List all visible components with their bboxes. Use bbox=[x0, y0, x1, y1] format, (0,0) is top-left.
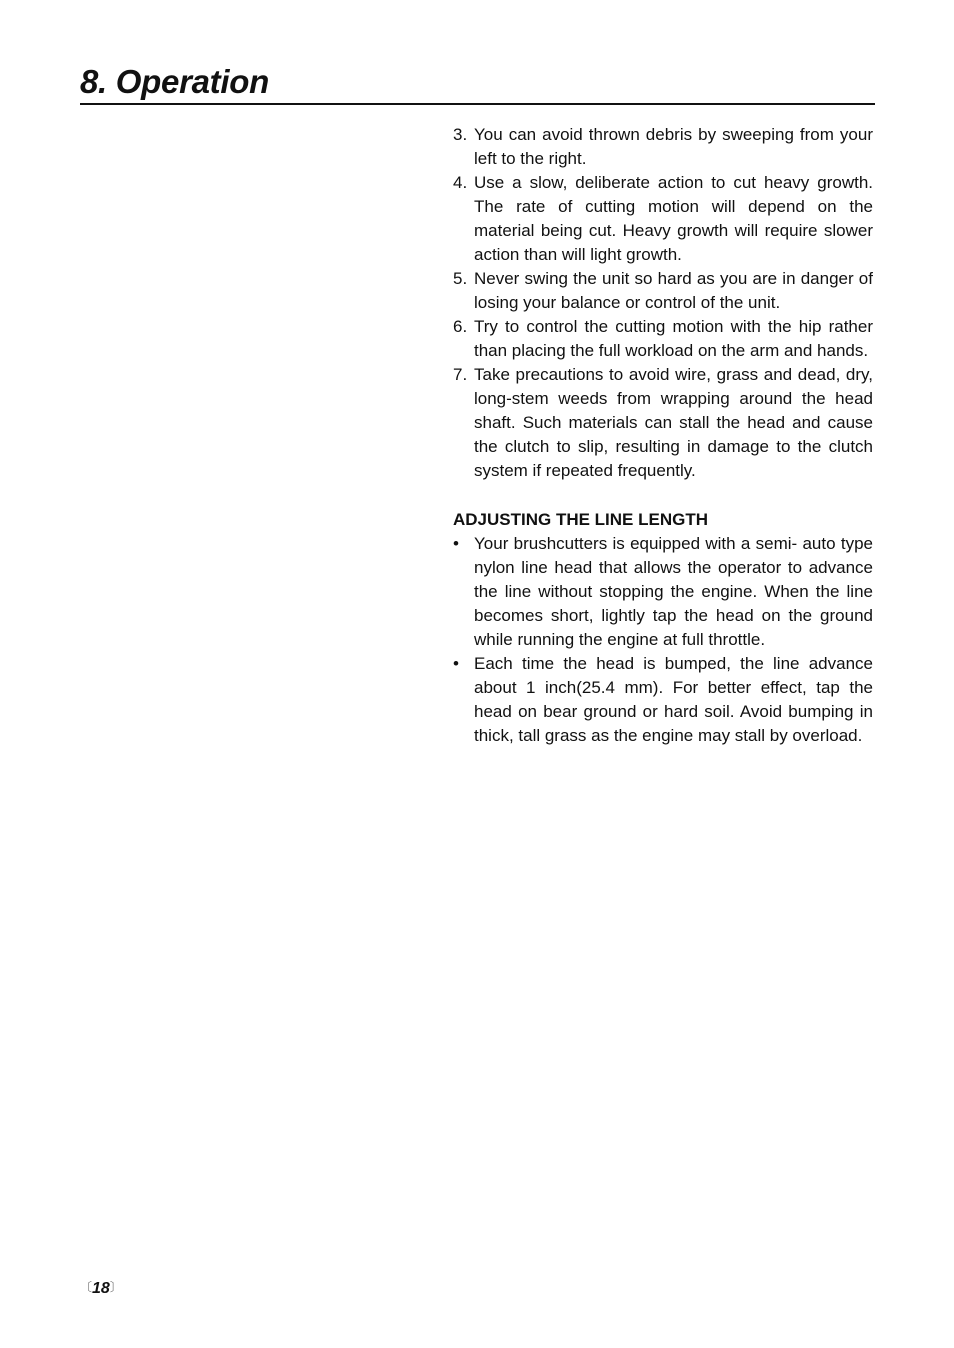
list-item bbox=[453, 652, 873, 748]
bullet-marker: • bbox=[453, 654, 459, 673]
list-item-text: Your brushcutters is equipped with a semi- auto type nylon line head that allows the operator to advance the line without stopping the engine. When the line becomes short, lightly tap the head on the ground while running the engine at full throttle. bbox=[474, 534, 873, 649]
list-item bbox=[453, 532, 873, 652]
list-item bbox=[453, 267, 873, 315]
list-marker: 3. bbox=[453, 125, 468, 144]
main-content bbox=[453, 123, 873, 748]
list-item bbox=[453, 123, 873, 171]
list-marker: 6. bbox=[453, 317, 468, 336]
page-number bbox=[80, 1277, 122, 1299]
operation-steps-list bbox=[453, 123, 873, 483]
list-marker: 4. bbox=[453, 173, 468, 192]
list-item-text: Take precautions to avoid wire, grass and dead, dry, long-stem weeds from wrapping around the head shaft. Such materials can stall the head and cause the clutch to slip, resulting in damage to the clutch system if repeated frequently. bbox=[474, 365, 873, 480]
list-item bbox=[453, 363, 873, 483]
adjusting-bullets-list bbox=[453, 532, 873, 748]
title-divider bbox=[80, 103, 875, 105]
list-item-text: Try to control the cutting motion with the hip rather than placing the full workload on the arm and hands. bbox=[474, 317, 873, 360]
list-item bbox=[453, 315, 873, 363]
list-item-text: Never swing the unit so hard as you are in danger of losing your balance or control of the unit. bbox=[474, 269, 873, 312]
list-item-text: You can avoid thrown debris by sweeping from your left to the right. bbox=[474, 125, 873, 168]
list-marker: 7. bbox=[453, 365, 468, 384]
page-number-bracket-close: 〕 bbox=[109, 1280, 122, 1294]
page-number-value: 18 bbox=[92, 1280, 110, 1297]
list-item-text: Each time the head is bumped, the line advance about 1 inch(25.4 mm). For better effect, tap the head on bear ground or hard soil. Avoid bumping in thick, tall grass as the engine may stall by overload. bbox=[474, 654, 873, 745]
bullet-marker: • bbox=[453, 534, 459, 553]
section-heading-adjusting-line-length: ADJUSTING THE LINE LENGTH bbox=[453, 510, 709, 529]
list-marker: 5. bbox=[453, 269, 468, 288]
list-item-text: Use a slow, deliberate action to cut heavy growth. The rate of cutting motion will depend on the material being cut. Heavy growth will require slower action than will light growth. bbox=[474, 173, 873, 264]
page-title: 8. Operation bbox=[80, 63, 269, 100]
list-item bbox=[453, 171, 873, 267]
page-number-bracket-open: 〔 bbox=[80, 1280, 93, 1294]
